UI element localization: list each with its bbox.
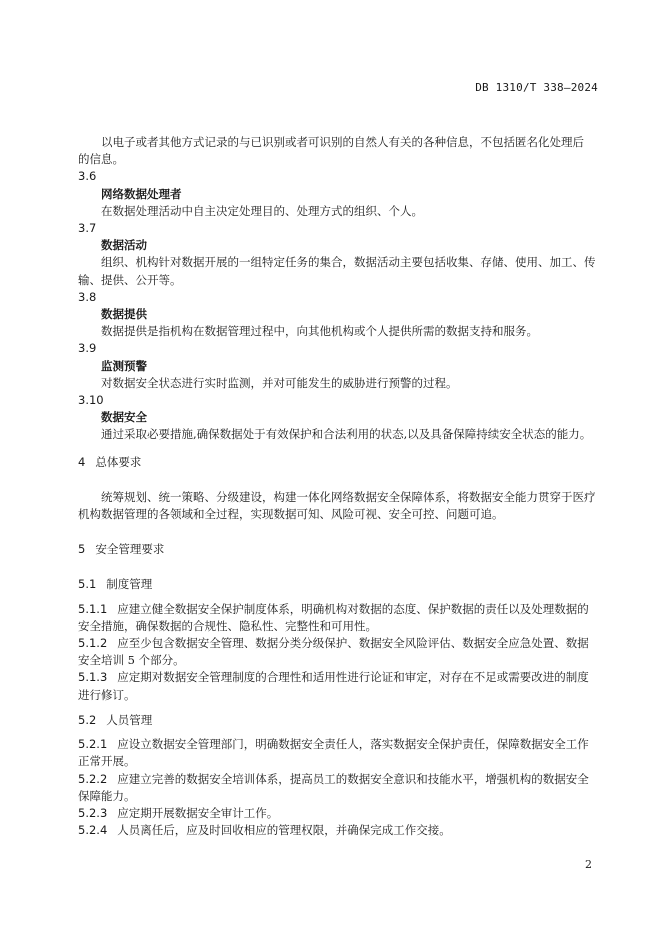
term-number: 3.6 <box>78 169 97 184</box>
term-definition-continued: 输、提供、公开等。 <box>78 272 182 287</box>
document-code: DB 1310/T 338—2024 <box>475 81 598 94</box>
term-definition: 数据提供是指机构在数据管理过程中，向其他机构或个人提供所需的数据支持和服务。 <box>101 324 538 339</box>
subsection-heading <box>78 712 600 729</box>
term-number: 3.7 <box>78 221 97 236</box>
section-title: 总体要求 <box>95 454 142 469</box>
intro-line-1: 以电子或者其他方式记录的与已识别或者可识别的自然人有关的各种信息，不包括匿名化处理后 <box>101 135 584 149</box>
clause-item <box>78 771 600 805</box>
subsection-heading <box>78 576 600 593</box>
clause-text-continued: 安全培训 5 个部分。 <box>78 653 185 668</box>
term-definition: 在数据处理活动中自主决定处理目的、处理方式的组织、个人。 <box>101 203 423 218</box>
clause-text-continued: 保障能力。 <box>78 788 136 803</box>
clause-item <box>78 805 600 822</box>
clause-text: 人员离任后，应及时回收相应的管理权限，并确保完成工作交接。 <box>117 823 451 838</box>
section-heading <box>78 541 600 558</box>
section-heading <box>78 454 600 471</box>
term-number: 3.10 <box>78 393 104 408</box>
clause-number: 5.2.1 <box>78 737 108 752</box>
term-definition: 组织、机构针对数据开展的一组特定任务的集合，数据活动主要包括收集、存储、使用、加工、传 <box>101 255 596 270</box>
clause-number: 5.2.4 <box>78 823 108 838</box>
clause-text: 应定期对数据安全管理制度的合理性和适用性进行论证和审定，对存在不足或需要改进的制度 <box>117 670 589 685</box>
term-name: 监测预警 <box>101 358 147 373</box>
page-content <box>78 134 600 839</box>
subsection-title: 制度管理 <box>106 577 153 592</box>
clause-text-continued: 进行修订。 <box>78 687 136 702</box>
section-number: 5 <box>78 542 86 557</box>
section-paragraph-line-2: 机构数据管理的各领域和全过程，实现数据可知、风险可视、安全可控、问题可追。 <box>78 507 504 522</box>
subsection-number: 5.2 <box>78 712 97 727</box>
term-definition: 对数据安全状态进行实时监测，并对可能发生的威胁进行预警的过程。 <box>101 375 458 390</box>
term-name: 数据活动 <box>101 238 147 253</box>
clause-item <box>78 669 600 703</box>
section-paragraph-line-1: 统筹规划、统一策略、分级建设，构建一体化网络数据安全保障体系，将数据安全能力贯穿于医疗 <box>101 489 596 504</box>
section-number: 4 <box>78 454 86 469</box>
clause-text: 应建立健全数据安全保护制度体系，明确机构对数据的态度、保护数据的责任以及处理数据的 <box>117 601 589 616</box>
intro-line-2: 的信息。 <box>78 152 124 167</box>
clause-text: 应建立完善的数据安全培训体系，提高员工的数据安全意识和技能水平，增强机构的数据安全 <box>117 771 589 786</box>
clause-text-continued: 安全措施，确保数据的合规性、隐私性、完整性和可用性。 <box>78 618 377 633</box>
clause-number: 5.1.1 <box>78 601 108 616</box>
subsection-title: 人员管理 <box>106 712 153 727</box>
term-number: 3.8 <box>78 289 97 304</box>
term-name: 数据提供 <box>101 307 147 322</box>
clause-text: 应定期开展数据安全审计工作。 <box>117 805 279 820</box>
term-name: 数据安全 <box>101 410 147 425</box>
clause-text: 应设立数据安全管理部门，明确数据安全责任人，落实数据安全保护责任，保障数据安全工作 <box>117 737 589 752</box>
clause-text-continued: 正常开展。 <box>78 754 136 769</box>
subsection-number: 5.1 <box>78 577 97 592</box>
clause-item <box>78 736 600 770</box>
page-number: 2 <box>585 858 592 871</box>
clause-number: 5.1.2 <box>78 636 108 651</box>
term-number: 3.9 <box>78 341 97 356</box>
clause-item <box>78 635 600 669</box>
term-definition: 通过采取必要措施,确保数据处于有效保护和合法利用的状态,以及具备保障持续安全状态的能力。 <box>101 427 592 442</box>
clause-item <box>78 822 600 839</box>
clause-item <box>78 601 600 635</box>
term-name: 网络数据处理者 <box>101 186 182 201</box>
clause-number: 5.1.3 <box>78 670 108 685</box>
section-title: 安全管理要求 <box>95 542 165 557</box>
clause-number: 5.2.3 <box>78 805 108 820</box>
clause-number: 5.2.2 <box>78 771 108 786</box>
clause-text: 应至少包含数据安全管理、数据分类分级保护、数据安全风险评估、数据安全应急处置、数据 <box>117 636 589 651</box>
